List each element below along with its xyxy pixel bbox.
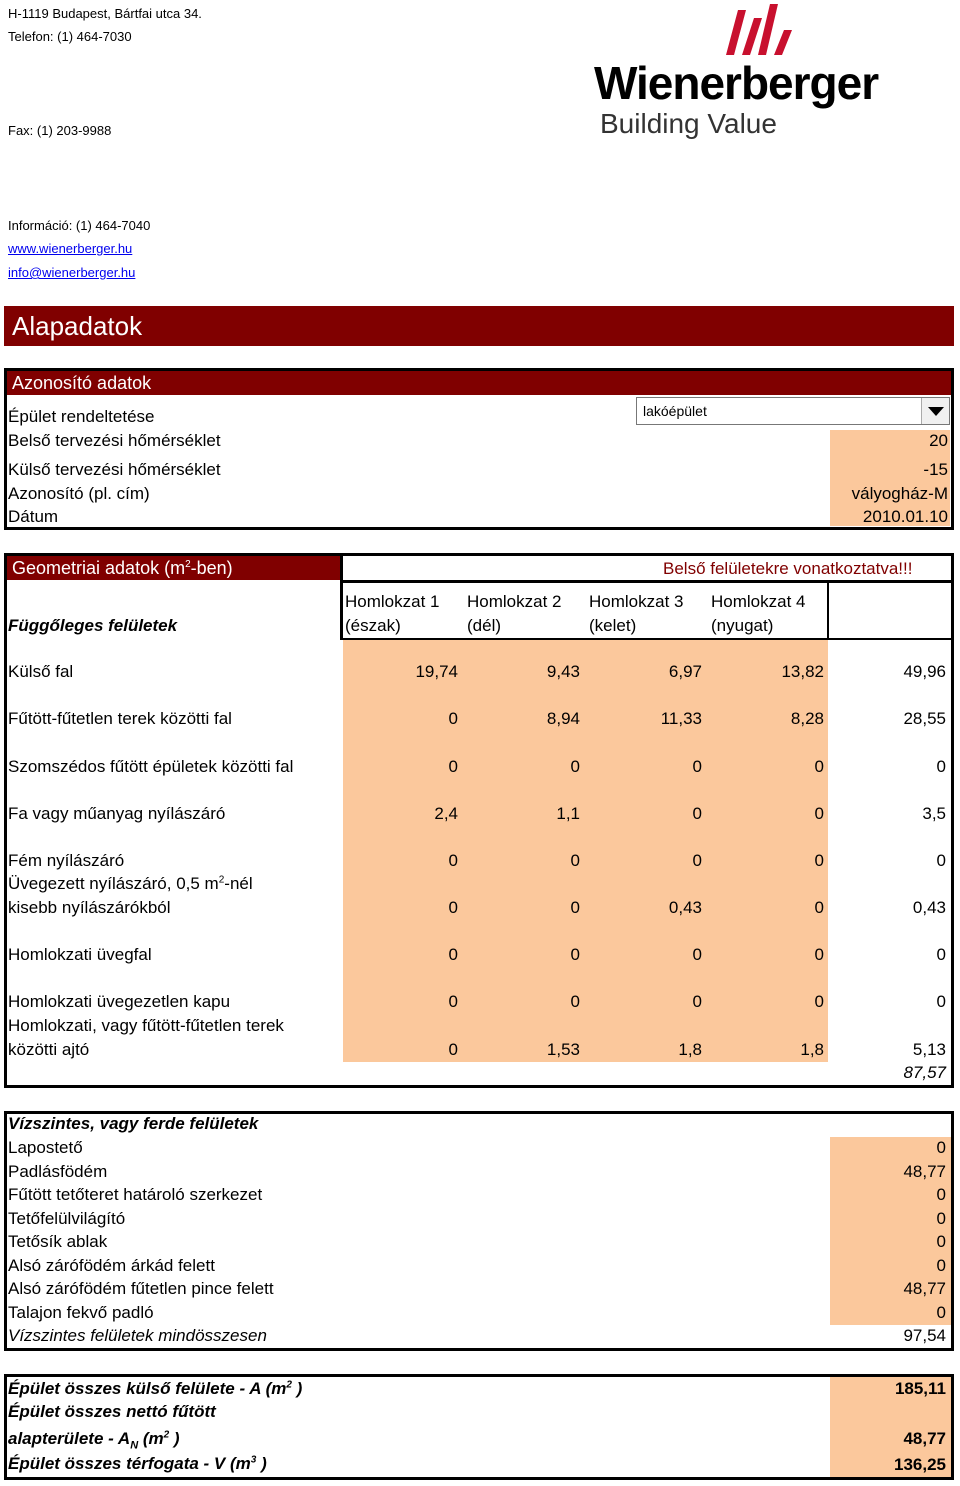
facade-2-cell[interactable]: 9,43 [546, 662, 580, 681]
col-facade-2 [467, 590, 561, 638]
net-area-value: 48,77 [903, 1429, 946, 1448]
facade-2-cell[interactable]: 8,94 [546, 709, 580, 728]
horizontal-row-label: Tetősík ablak [8, 1232, 108, 1251]
facade-1-cell[interactable]: 0 [448, 851, 458, 870]
horizontal-row-label: Talajon fekvő padló [8, 1302, 154, 1322]
horizontal-row-label: Tetőfelülvilágító [8, 1208, 126, 1228]
geometry-header [7, 556, 340, 580]
horizontal-row-label: Lapostető [8, 1138, 83, 1157]
horizontal-row-value[interactable]: 0 [936, 1138, 946, 1157]
net-area-post: ) [169, 1429, 180, 1448]
horizontal-row-value[interactable]: 0 [936, 1232, 946, 1251]
geo-row-label-sup: 2 [218, 874, 225, 886]
volume-value: 136,25 [894, 1455, 946, 1474]
col-facade-4-dir: (nyugat) [711, 616, 774, 635]
vertical-surfaces-label: Függőleges felületek [8, 616, 178, 635]
page-title: Alapadatok [4, 306, 954, 346]
net-area-label-2 [8, 1429, 180, 1452]
horizontal-row-value[interactable]: 0 [936, 1208, 946, 1228]
total-col-divider [827, 580, 829, 640]
total-area-post: ) [291, 1379, 303, 1398]
facade-1-cell[interactable]: 0 [448, 898, 458, 917]
info-phone: Információ: (1) 464-7040 [8, 218, 151, 233]
row-total: 28,55 [903, 709, 946, 728]
horizontal-row-value[interactable]: 0 [936, 1255, 946, 1275]
geometry-header-post: -ben) [190, 558, 233, 578]
website-link[interactable]: www.wienerberger.hu [8, 241, 133, 256]
row-total: 5,13 [912, 1040, 946, 1059]
total-area-text: Épület összes külső felülete - A (m [8, 1379, 287, 1398]
facade-1-cell[interactable]: 0 [448, 945, 458, 964]
facade-4-cell[interactable]: 8,28 [790, 709, 824, 728]
fax: Fax: (1) 203-9988 [8, 123, 112, 138]
col-facade-4 [711, 590, 805, 638]
horizontal-row-label: Padlásfödém [8, 1161, 108, 1181]
horizontal-row-label: Alsó zárófödém fűtetlen pince felett [8, 1279, 274, 1298]
date-value[interactable]: 2010.01.10 [862, 507, 948, 526]
facade-1-cell[interactable]: 2,4 [434, 804, 458, 823]
facade-3-cell[interactable]: 0 [692, 757, 702, 776]
net-area-label-1: Épület összes nettó fűtött [8, 1402, 216, 1421]
vertical-grand-total: 87,57 [903, 1063, 946, 1082]
facade-2-cell[interactable]: 0 [570, 992, 580, 1011]
geo-row-label: Homlokzati üvegezetlen kapu [8, 992, 231, 1011]
row-total: 49,96 [903, 662, 946, 681]
address: H-1119 Budapest, Bártfai utca 34. [8, 6, 202, 21]
facade-2-cell[interactable]: 1,53 [546, 1040, 580, 1059]
row-total: 0 [936, 757, 946, 776]
inner-temp-value[interactable]: 20 [929, 431, 948, 450]
volume-label [8, 1454, 267, 1474]
facade-3-cell[interactable]: 0 [692, 851, 702, 870]
row-total: 0,43 [912, 898, 946, 917]
horizontal-row-value[interactable]: 48,77 [903, 1279, 946, 1298]
dropdown-button[interactable] [921, 398, 949, 424]
chevron-down-icon [928, 407, 944, 416]
volume-text: Épület összes térfogata - V (m [8, 1454, 251, 1473]
net-area-sup: 2 [163, 1429, 170, 1441]
email-link[interactable]: info@wienerberger.hu [8, 265, 136, 280]
building-purpose-select[interactable] [636, 397, 950, 425]
horizontal-row-label: Alsó zárófödém árkád felett [8, 1255, 215, 1275]
col-facade-2-dir: (dél) [467, 616, 502, 635]
horizontal-row-value[interactable]: 48,77 [903, 1161, 946, 1181]
facade-2-cell[interactable]: 0 [570, 898, 580, 917]
geo-row-label-text: Üvegezett nyílászáró, 0,5 m [8, 874, 219, 893]
col-facade-2-title: Homlokzat 2 [467, 592, 562, 611]
geo-row-label: Külső fal [8, 662, 74, 681]
facade-3-cell[interactable]: 11,33 [660, 709, 702, 728]
facade-2-cell[interactable]: 0 [570, 945, 580, 964]
row-total: 3,5 [922, 804, 946, 823]
facade-3-cell[interactable]: 0,43 [668, 898, 702, 917]
volume-post: ) [256, 1454, 267, 1473]
company-logo [586, 0, 954, 145]
facade-3-cell[interactable]: 6,97 [668, 662, 702, 681]
identifier-value[interactable]: vályogház-M [851, 484, 948, 503]
facade-2-cell[interactable]: 0 [570, 757, 580, 776]
geo-row-label-post: -nél [224, 874, 253, 893]
facade-4-cell[interactable]: 1,8 [800, 1040, 824, 1059]
facade-1-cell[interactable]: 0 [448, 992, 458, 1011]
phone: Telefon: (1) 464-7030 [8, 29, 132, 44]
identifier-label: Azonosító (pl. cím) [8, 484, 150, 503]
facade-4-cell[interactable]: 0 [814, 898, 824, 917]
facade-3-cell[interactable]: 0 [692, 992, 702, 1011]
logo-wordmark: Wienerberger [594, 57, 879, 109]
col-facade-1-title: Homlokzat 1 [345, 592, 440, 611]
horizontal-total-label: Vízszintes felületek mindösszesen [8, 1326, 267, 1345]
horizontal-row-value[interactable]: 0 [936, 1302, 946, 1322]
row-total: 0 [936, 945, 946, 964]
building-purpose-value: lakóépület [643, 403, 707, 419]
row-total: 0 [936, 851, 946, 870]
horizontal-total-value: 97,54 [903, 1326, 946, 1345]
inner-temp-label: Belső tervezési hőmérséklet [8, 431, 221, 450]
facade-4-cell[interactable]: 0 [814, 945, 824, 964]
building-purpose-label: Épület rendeltetése [8, 407, 155, 426]
facade-4-cell[interactable]: 0 [814, 804, 824, 823]
total-area-value: 185,11 [894, 1379, 946, 1398]
geometry-divider [340, 556, 343, 640]
geo-row-label-line2: közötti ajtó [8, 1040, 90, 1059]
facade-1-cell[interactable]: 0 [448, 1040, 458, 1059]
net-area-text: alapterülete - A [8, 1429, 131, 1448]
geo-row-label: Fűtött-fűtetlen terek közötti fal [8, 709, 232, 728]
facade-4-cell[interactable]: 0 [814, 992, 824, 1011]
geo-row-label-line1 [8, 874, 253, 894]
total-area-label [8, 1379, 302, 1399]
col-facade-3-title: Homlokzat 3 [589, 592, 684, 611]
logo-tagline: Building Value [600, 108, 777, 139]
col-facade-1 [345, 590, 439, 638]
facade-1-cell[interactable]: 0 [448, 709, 458, 728]
horizontal-header: Vízszintes, vagy ferde felületek [8, 1114, 259, 1133]
geo-row-label-line1: Homlokzati, vagy fűtött-fűtetlen terek [8, 1016, 284, 1035]
geo-row-label: Szomszédos fűtött épületek közötti fal [8, 757, 294, 776]
facade-1-cell[interactable]: 19,74 [415, 662, 458, 681]
col-facade-4-title: Homlokzat 4 [711, 592, 806, 611]
total-area-sup: 2 [286, 1379, 292, 1391]
col-facade-3-dir: (kelet) [589, 616, 637, 635]
facade-4-cell[interactable]: 0 [814, 851, 824, 870]
geo-row-label: Homlokzati üvegfal [8, 945, 152, 964]
identification-header: Azonosító adatok [7, 371, 951, 395]
facade-3-cell[interactable]: 0 [692, 804, 702, 823]
volume-sup: 3 [250, 1454, 257, 1466]
geometry-header-sup: 2 [185, 559, 191, 570]
date-label: Dátum [8, 507, 59, 526]
outer-temp-label: Külső tervezési hőmérséklet [8, 460, 221, 479]
net-area-sub: N [130, 1439, 139, 1452]
facade-3-cell[interactable]: 0 [692, 945, 702, 964]
facade-1-cell[interactable]: 0 [448, 757, 458, 776]
geometry-note: Belső felületekre vonatkoztatva!!! [663, 559, 913, 578]
net-area-mid: (m [138, 1429, 164, 1448]
facade-3-cell[interactable]: 1,8 [678, 1040, 702, 1059]
geo-row-label: Fa vagy műanyag nyílászáró [8, 804, 226, 823]
geo-row-label-line2: kisebb nyílászárókból [8, 898, 171, 917]
horizontal-row-value[interactable]: 0 [936, 1185, 946, 1204]
geometry-header-rule [340, 580, 951, 583]
horizontal-row-label: Fűtött tetőteret határoló szerkezet [8, 1185, 263, 1204]
col-facade-3 [589, 590, 683, 638]
row-total: 0 [936, 992, 946, 1011]
facade-4-cell[interactable]: 13,82 [781, 662, 824, 681]
geometry-header-text: Geometriai adatok (m [12, 558, 186, 578]
facade-2-cell[interactable]: 1,1 [556, 804, 580, 823]
outer-temp-value[interactable]: -15 [923, 460, 948, 479]
facade-4-cell[interactable]: 0 [814, 757, 824, 776]
geo-row-label: Fém nyílászáró [8, 851, 125, 870]
facade-2-cell[interactable]: 0 [570, 851, 580, 870]
col-facade-1-dir: (észak) [345, 616, 401, 635]
